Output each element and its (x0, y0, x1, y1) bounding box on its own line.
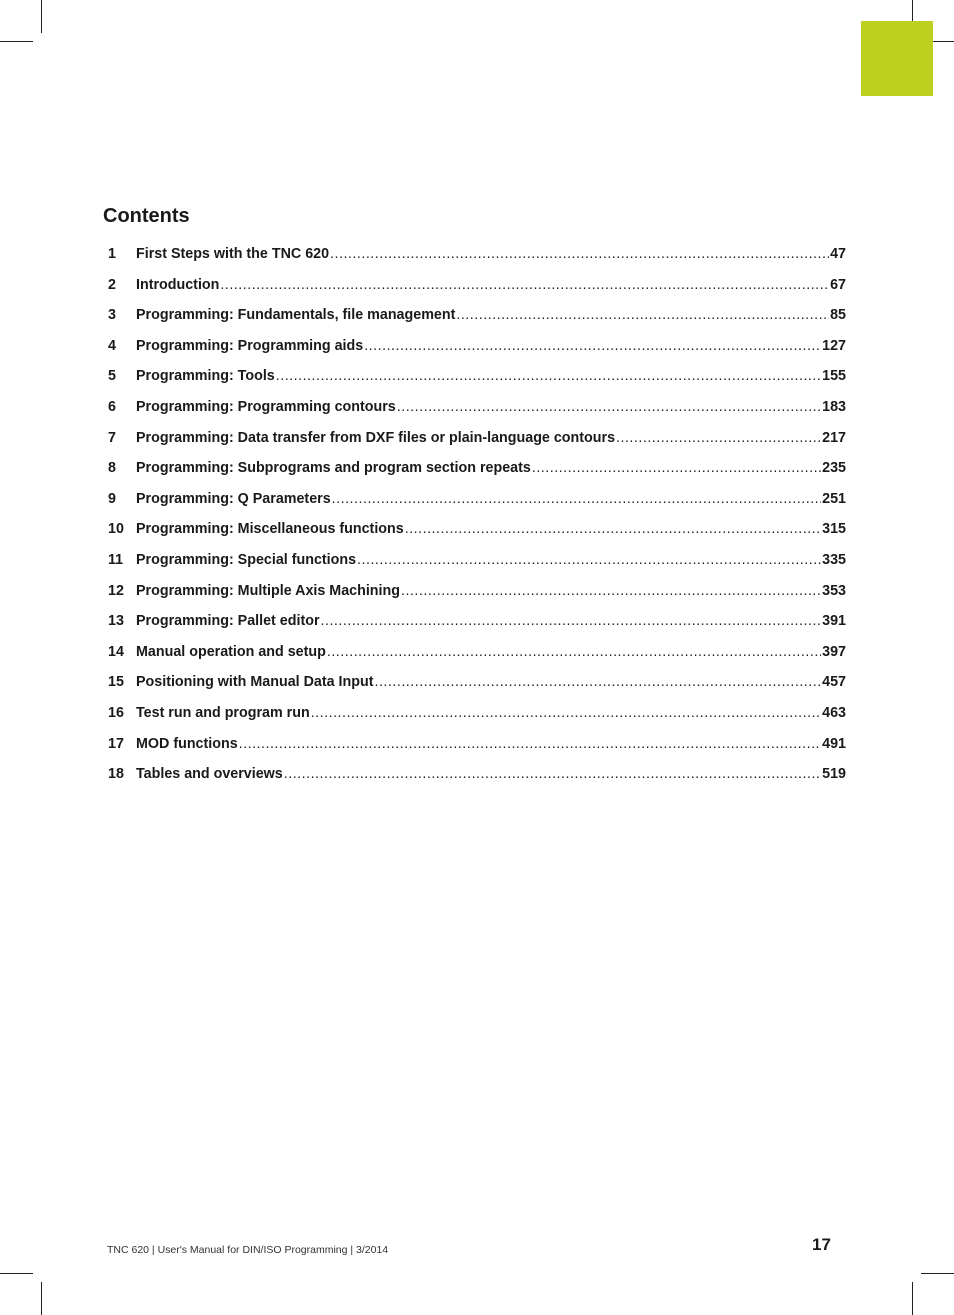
toc-entry-number: 12 (108, 582, 124, 599)
toc-entry[interactable] (108, 430, 846, 461)
toc-entry-title: Programming: Q Parameters (136, 490, 331, 507)
toc-entry-title: First Steps with the TNC 620 (136, 246, 330, 262)
page-title: Contents (103, 205, 190, 227)
toc-entry-page: 353 (822, 582, 846, 599)
toc-leader-dots (364, 338, 821, 354)
toc-entry[interactable] (108, 736, 846, 767)
toc-entry-page: 457 (822, 674, 846, 691)
toc-entry-title: Programming: Miscellaneous functions (136, 521, 404, 538)
toc-entry-number: 3 (108, 307, 116, 324)
toc-entry-title: MOD functions (136, 735, 238, 752)
toc-entry[interactable] (108, 766, 846, 797)
chapter-tab (861, 21, 933, 96)
toc-entry-title: Programming: Special functions (136, 551, 357, 568)
toc-entry-page: 235 (822, 460, 846, 477)
toc-leader-dots (276, 368, 821, 384)
toc-entry-title: Programming: Pallet editor (136, 613, 320, 630)
toc-entry[interactable] (108, 399, 846, 430)
toc-entry[interactable] (108, 246, 846, 277)
toc-entry-number: 7 (108, 429, 116, 446)
toc-leader-dots (616, 430, 821, 446)
toc-entry[interactable] (108, 613, 846, 644)
toc-entry[interactable] (108, 521, 846, 552)
toc-entry-number: 15 (108, 674, 124, 691)
toc-entry-page: 155 (822, 368, 846, 385)
toc-leader-dots (330, 246, 829, 262)
toc-entry-title: Introduction (136, 276, 220, 293)
toc-entry[interactable] (108, 705, 846, 736)
toc-leader-dots (321, 613, 822, 629)
toc-leader-dots (284, 766, 821, 782)
crop-mark (0, 41, 33, 42)
toc-entry[interactable] (108, 552, 846, 583)
toc-entry-number: 17 (108, 735, 124, 752)
toc-leader-dots (532, 460, 821, 476)
toc-entry-number: 1 (108, 246, 116, 262)
toc-entry[interactable] (108, 277, 846, 308)
toc-entry-page: 251 (822, 490, 846, 507)
toc-entry-page: 463 (822, 704, 846, 721)
toc-entry-page: 217 (822, 429, 846, 446)
toc-entry-number: 9 (108, 490, 116, 507)
toc-entry-title: Programming: Tools (136, 368, 275, 385)
toc-entry-title: Programming: Programming contours (136, 398, 396, 415)
toc-entry-page: 67 (830, 276, 846, 293)
toc-entry-number: 11 (108, 551, 124, 568)
toc-entry-title: Programming: Subprograms and program section repeats (136, 460, 531, 477)
toc-entry-number: 5 (108, 368, 116, 385)
crop-mark (41, 1282, 42, 1315)
toc-entry-page: 397 (822, 643, 846, 660)
toc-leader-dots (374, 674, 821, 690)
toc-entry-title: Programming: Programming aids (136, 337, 364, 354)
toc-entry-title: Tables and overviews (136, 766, 283, 783)
toc-entry[interactable] (108, 460, 846, 491)
toc-entry[interactable] (108, 491, 846, 522)
toc-leader-dots (220, 277, 829, 293)
toc-entry-title: Positioning with Manual Data Input (136, 674, 374, 691)
toc-leader-dots (357, 552, 821, 568)
toc-leader-dots (405, 521, 821, 537)
table-of-contents (108, 246, 846, 797)
toc-entry-title: Manual operation and setup (136, 643, 326, 660)
toc-leader-dots (456, 307, 829, 323)
toc-leader-dots (332, 491, 821, 507)
toc-entry-page: 315 (822, 521, 846, 538)
toc-entry[interactable] (108, 338, 846, 369)
toc-entry-title: Programming: Fundamentals, file management (136, 307, 456, 324)
toc-entry-number: 8 (108, 460, 116, 477)
toc-entry-number: 16 (108, 704, 124, 721)
toc-entry-page: 519 (822, 766, 846, 783)
page-number: 17 (812, 1235, 831, 1254)
toc-entry-number: 4 (108, 337, 116, 354)
toc-entry[interactable] (108, 674, 846, 705)
toc-entry[interactable] (108, 368, 846, 399)
toc-entry[interactable] (108, 644, 846, 675)
toc-entry-page: 391 (822, 613, 846, 630)
footer-text: TNC 620 | User's Manual for DIN/ISO Programming | 3/2014 (107, 1244, 389, 1256)
toc-leader-dots (327, 644, 821, 660)
crop-mark (41, 0, 42, 33)
toc-entry-number: 2 (108, 276, 116, 293)
toc-entry-title: Test run and program run (136, 704, 310, 721)
toc-entry-number: 10 (108, 521, 124, 538)
toc-entry-page: 183 (822, 398, 846, 415)
toc-entry-number: 14 (108, 643, 124, 660)
toc-entry-page: 47 (830, 246, 846, 262)
toc-entry[interactable] (108, 583, 846, 614)
crop-mark (912, 1282, 913, 1315)
toc-leader-dots (401, 583, 821, 599)
toc-entry-page: 491 (822, 735, 846, 752)
toc-entry-page: 85 (830, 307, 846, 324)
toc-entry-title: Programming: Multiple Axis Machining (136, 582, 400, 599)
toc-entry-title: Programming: Data transfer from DXF files or plain-language contours (136, 429, 616, 446)
toc-leader-dots (239, 736, 821, 752)
toc-entry-page: 335 (822, 551, 846, 568)
toc-entry-page: 127 (822, 337, 846, 354)
crop-mark (921, 1273, 954, 1274)
toc-leader-dots (311, 705, 821, 721)
toc-entry-number: 13 (108, 613, 124, 630)
toc-entry-number: 6 (108, 398, 116, 415)
crop-mark (0, 1273, 33, 1274)
toc-leader-dots (397, 399, 821, 415)
toc-entry-number: 18 (108, 766, 124, 783)
toc-entry[interactable] (108, 307, 846, 338)
